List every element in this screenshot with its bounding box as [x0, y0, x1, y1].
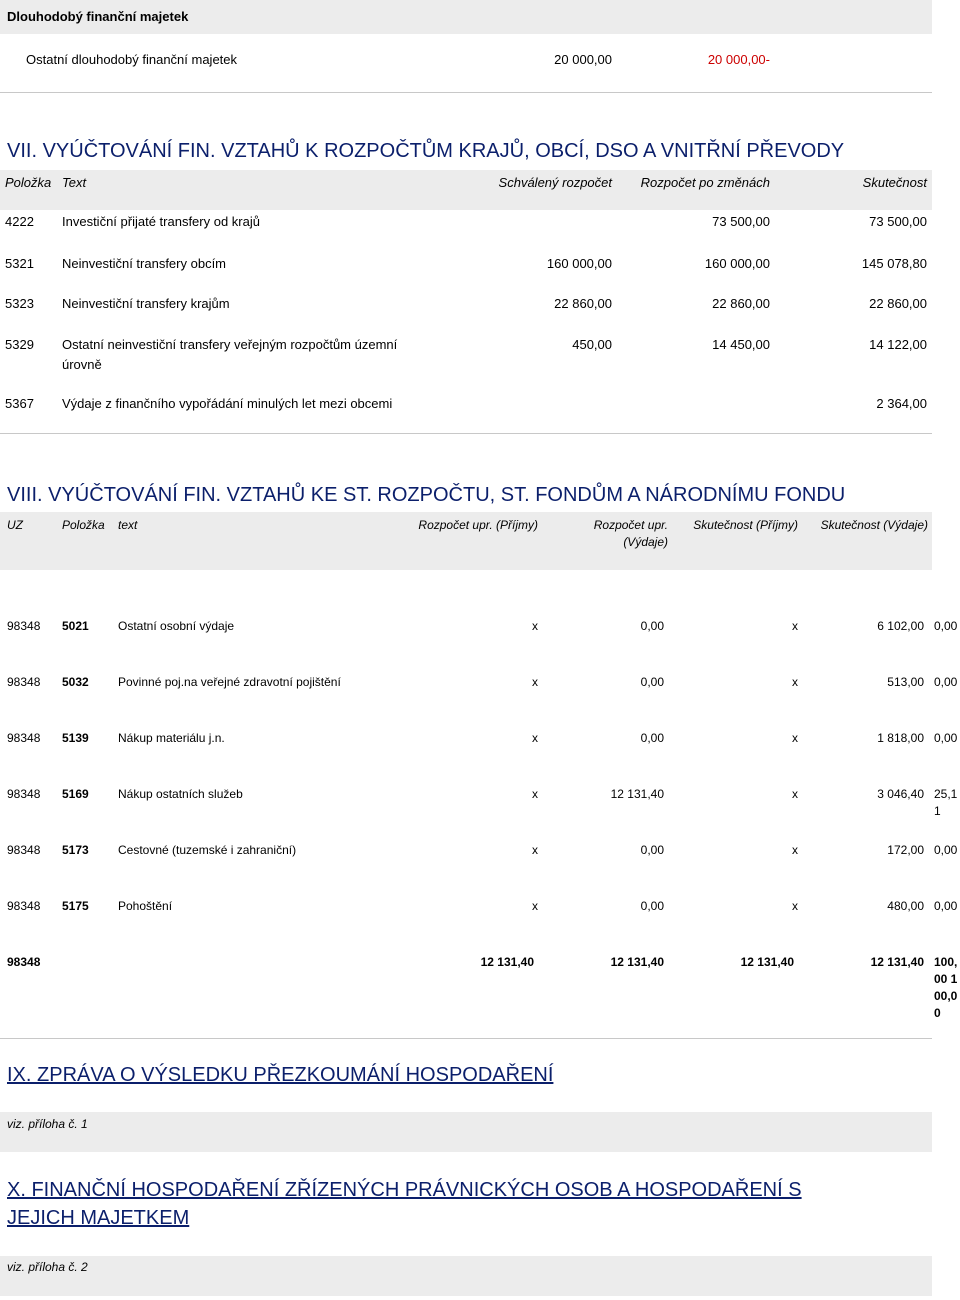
s7-col-skutecnost: Skutečnost [862, 175, 927, 190]
dfm-row-po-zmenach: 20 000,00- [707, 52, 770, 67]
s7-row-text: Výdaje z finančního vypořádání minulých let mezi obcemi [62, 396, 393, 411]
section-viii-heading: VIII. VYÚČTOVÁNÍ FIN. VZTAHŮ KE ST. ROZPOČTU, ST. FONDŮM A NÁRODNÍMU FONDU [7, 484, 846, 506]
s8-col-skut-prijmy: Skutečnost (Příjmy) [693, 518, 798, 532]
s7-row-skutecnost: 22 860,00 [869, 296, 927, 311]
s7-col-schvaleny: Schválený rozpočet [498, 175, 612, 190]
s8-total-pct: 100, [934, 955, 958, 969]
s8-row-uz: 98348 [7, 843, 41, 857]
s8-row-skut-prijmy: x [792, 787, 798, 801]
s8-row-uz: 98348 [7, 731, 41, 745]
s7-row-skutecnost: 145 078,80 [861, 256, 927, 271]
s7-row-schvaleny: 160 000,00 [546, 256, 612, 271]
s8-row-pct: 0,00 [934, 731, 958, 745]
s7-row-skutecnost: 14 122,00 [869, 337, 927, 352]
section-x-heading: X. FINANČNÍ HOSPODAŘENÍ ZŘÍZENÝCH PRÁVNICKÝCH OSOB A HOSPODAŘENÍ S [7, 1179, 802, 1201]
s8-row-polozka: 5021 [62, 619, 89, 633]
s8-row-rozp-prijmy: x [532, 619, 538, 633]
s8-row-uz: 98348 [7, 675, 41, 689]
s9-note: viz. příloha č. 1 [7, 1117, 88, 1131]
s8-row-polozka: 5032 [62, 675, 89, 689]
s10-note-bar [0, 1256, 932, 1296]
s8-total-skut-vydaje: 12 131,40 [870, 955, 924, 969]
s8-col-rozp-vydaje: Rozpočet upr. [593, 518, 668, 532]
s8-row-polozka: 5175 [62, 899, 89, 913]
s8-row-uz: 98348 [7, 787, 41, 801]
s8-row-rozp-prijmy: x [532, 843, 538, 857]
s8-col-uz: UZ [7, 518, 23, 532]
s8-row-text: Cestovné (tuzemské i zahraniční) [118, 843, 297, 857]
s8-row-rozp-vydaje: 0,00 [640, 675, 664, 689]
s7-col-text: Text [62, 175, 87, 190]
s8-row-skut-vydaje: 6 102,00 [877, 619, 924, 633]
s7-row-text: Ostatní neinvestiční transfery veřejným rozpočtům územní [62, 337, 398, 352]
s8-row-skut-prijmy: x [792, 675, 798, 689]
s8-row-rozp-prijmy: x [532, 675, 538, 689]
s8-total-rozp-prijmy: 12 131,40 [480, 955, 534, 969]
s7-row-text: Investiční přijaté transfery od krajů [62, 214, 260, 229]
s8-row-text: Povinné poj.na veřejné zdravotní pojištění [118, 675, 341, 689]
s8-row-rozp-vydaje: 0,00 [640, 843, 664, 857]
s7-row-polozka: 5329 [5, 337, 34, 352]
s7-row-po-zmenach: 73 500,00 [712, 214, 770, 229]
s7-row-polozka: 5323 [5, 296, 34, 311]
s8-col-rozp-vydaje-cont: (Výdaje) [623, 535, 668, 549]
divider [0, 92, 932, 93]
s10-note: viz. příloha č. 2 [7, 1260, 88, 1274]
divider [0, 1038, 932, 1039]
s8-total-uz: 98348 [7, 955, 41, 969]
s7-row-text: Neinvestiční transfery obcím [62, 256, 227, 271]
s8-row-pct: 0,00 [934, 899, 958, 913]
s7-row-po-zmenach: 14 450,00 [712, 337, 770, 352]
s8-row-pct: 0,00 [934, 619, 958, 633]
s8-col-polozka: Položka [62, 518, 105, 532]
s8-row-skut-prijmy: x [792, 619, 798, 633]
s8-row-skut-vydaje: 480,00 [887, 899, 924, 913]
s8-col-rozp-prijmy: Rozpočet upr. (Příjmy) [418, 518, 538, 532]
s7-row-po-zmenach: 22 860,00 [712, 296, 770, 311]
s8-total-rozp-vydaje: 12 131,40 [610, 955, 664, 969]
s8-row-uz: 98348 [7, 619, 41, 633]
s8-total-pct: 00,0 [934, 989, 958, 1003]
s8-total-pct: 00 1 [934, 972, 958, 986]
s8-row-skut-prijmy: x [792, 899, 798, 913]
s8-row-polozka: 5169 [62, 787, 89, 801]
s8-row-pct: 0,00 [934, 675, 958, 689]
s8-row-rozp-prijmy: x [532, 731, 538, 745]
s8-total-skut-prijmy: 12 131,40 [740, 955, 794, 969]
dfm-title: Dlouhodobý finanční majetek [7, 9, 189, 24]
s8-row-pct: 0,00 [934, 843, 958, 857]
section-ix-heading: IX. ZPRÁVA O VÝSLEDKU PŘEZKOUMÁNÍ HOSPODAŘENÍ [7, 1064, 554, 1086]
s8-row-pct: 25,1 [934, 787, 958, 801]
s8-row-rozp-vydaje: 0,00 [640, 899, 664, 913]
s8-row-polozka: 5139 [62, 731, 89, 745]
s8-row-pct-cont: 1 [934, 804, 941, 818]
s7-row-po-zmenach: 160 000,00 [704, 256, 770, 271]
s8-row-rozp-vydaje: 0,00 [640, 619, 664, 633]
s8-row-polozka: 5173 [62, 843, 89, 857]
s7-row-schvaleny: 22 860,00 [554, 296, 612, 311]
section-vii-heading: VII. VYÚČTOVÁNÍ FIN. VZTAHŮ K ROZPOČTŮM KRAJŮ, OBCÍ, DSO A VNITŘNÍ PŘEVODY [7, 140, 845, 162]
s8-row-rozp-prijmy: x [532, 787, 538, 801]
section-x-heading-cont: JEJICH MAJETKEM [7, 1207, 190, 1229]
s8-row-text: Nákup ostatních služeb [118, 787, 243, 801]
s7-col-po-zmenach: Rozpočet po změnách [640, 175, 770, 190]
s8-row-text: Ostatní osobní výdaje [118, 619, 235, 633]
dfm-row-text: Ostatní dlouhodobý finanční majetek [26, 52, 238, 67]
s8-row-uz: 98348 [7, 899, 41, 913]
s7-row-text-cont: úrovně [62, 357, 102, 372]
s8-row-rozp-prijmy: x [532, 899, 538, 913]
divider [0, 433, 932, 434]
s8-row-skut-vydaje: 3 046,40 [877, 787, 924, 801]
s8-row-skut-vydaje: 172,00 [887, 843, 924, 857]
s8-row-skut-vydaje: 1 818,00 [877, 731, 924, 745]
s8-row-skut-prijmy: x [792, 731, 798, 745]
dfm-row-schvaleny: 20 000,00 [554, 52, 612, 67]
s7-row-text: Neinvestiční transfery krajům [62, 296, 230, 311]
s8-col-text: text [118, 518, 138, 532]
s8-row-rozp-vydaje: 0,00 [640, 731, 664, 745]
s8-col-skut-vydaje: Skutečnost (Výdaje) [820, 518, 928, 532]
s7-row-polozka: 5367 [5, 396, 34, 411]
s8-row-skut-prijmy: x [792, 843, 798, 857]
s8-row-skut-vydaje: 513,00 [887, 675, 924, 689]
s7-row-polozka: 5321 [5, 256, 34, 271]
s7-row-skutecnost: 2 364,00 [876, 396, 927, 411]
s7-row-skutecnost: 73 500,00 [869, 214, 927, 229]
s8-row-text: Pohoštění [118, 899, 173, 913]
s9-note-bar [0, 1112, 932, 1152]
s7-row-schvaleny: 450,00 [572, 337, 612, 352]
s8-row-rozp-vydaje: 12 131,40 [610, 787, 664, 801]
s7-col-polozka: Položka [5, 175, 52, 190]
s8-total-pct: 0 [934, 1006, 941, 1020]
s8-row-text: Nákup materiálu j.n. [118, 731, 225, 745]
s7-row-polozka: 4222 [5, 214, 34, 229]
